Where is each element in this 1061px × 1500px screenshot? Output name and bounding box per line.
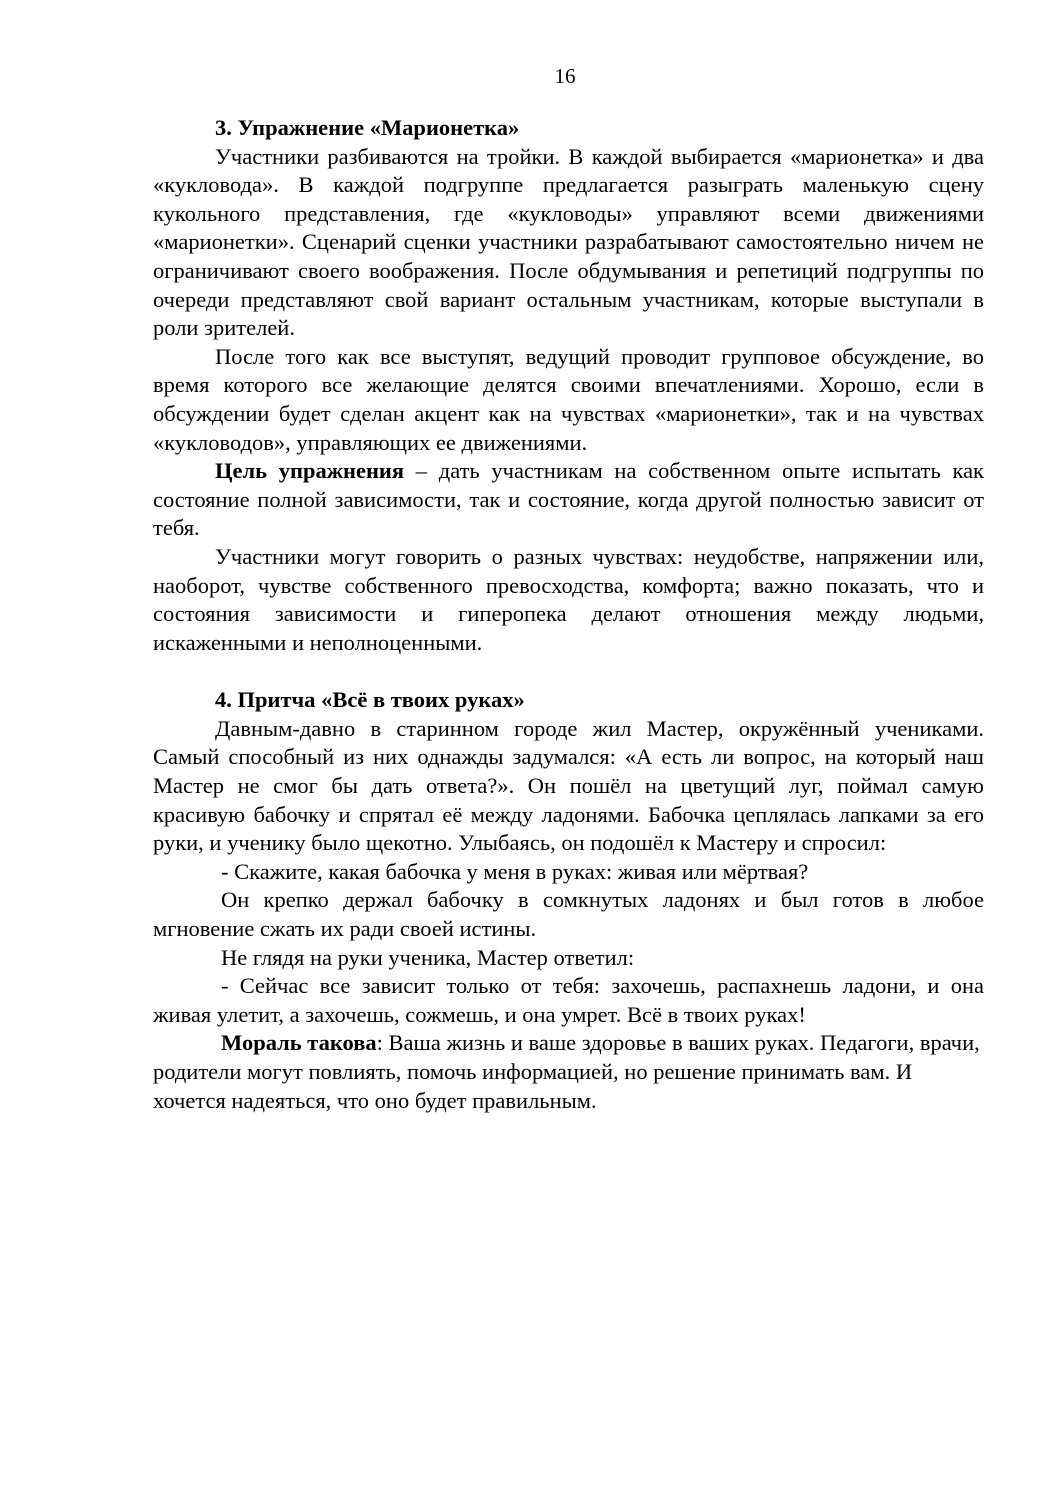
section-4-title: 4. Притча «Всё в твоих руках» (215, 687, 525, 713)
section-gap (153, 657, 984, 686)
section-3-paragraph-4: Участники могут говорить о разных чувствах: неудобстве, напряжении или, наоборот, чувстве собственного превосходства, комфорта; важно показать, что и состояния зависимости и гиперопека делают отношения между людьми, искаженными и неполноценными. (153, 543, 984, 655)
page-number: 16 (554, 64, 576, 88)
section-4-question: - Скажите, какая бабочка у меня в руках: живая или мёртвая? (221, 858, 809, 884)
section-4-paragraph-4: Не глядя на руки ученика, Мастер ответил: (221, 944, 635, 970)
section-3-paragraph-1: Участники разбиваются на тройки. В каждой выбирается «марионетка» и два «кукловода». В каждой подгруппе предлагается разыграть маленькую сцену кукольного представления, где «кукловоды» управляют всеми движениями «марионетки». Сценарий сценки участники разрабатывают самостоятельно ничем не ограничивают своего воображения. После обдумывания и репетиций подгруппы по очереди представляют свой вариант остальным участникам, которые выступали в роли зрителей. (153, 143, 984, 341)
goal-text: – дать участникам на собственном опыте испытать как состояние полной зависимости, так и состояние, когда другой полностью зависит от тебя. (153, 458, 984, 541)
section-3-title: 3. Упражнение «Марионетка» (215, 115, 520, 140)
section-4-paragraph-3: Он крепко держал бабочку в сомкнутых ладонях и был готов в любое мгновение сжать их ради своей истины. (153, 887, 984, 942)
moral-label: Мораль такова (221, 1030, 377, 1056)
section-4-answer: - Сейчас все зависит только от тебя: захочешь, распахнешь ладони, и она живая улетит, а захочешь, сожмешь, и она умрет. Всё в твоих руках! (153, 973, 984, 1027)
document-body (153, 114, 984, 1115)
section-4-paragraph-1: Давным-давно в старинном городе жил Мастер, окружённый учениками. Самый способный из них однажды задумался: «А есть ли вопрос, на который наш Мастер не смог бы дать ответа?». Он пошёл на цветущий луг, поймал самую красивую бабочку и спрятал её между ладонями. Бабочка цеплялась лапками за его руки, и ученику было щекотно. Улыбаясь, он подошёл к Мастеру и спросил: (153, 715, 984, 856)
section-3-paragraph-2: После того как все выступят, ведущий проводит групповое обсуждение, во время которого все желающие делятся своими впечатлениями. Хорошо, если в обсуждении будет сделан акцент как на чувствах «марионетки», так и на чувствах «кукловодов», управляющих ее движениями. (153, 343, 984, 455)
section-3-paragraph-3 (153, 457, 984, 543)
moral-text: : Ваша жизнь и ваше здоровье в ваших руках. Педагоги, врачи, родители могут повлиять, помочь информацией, но решение принимать вам. И хочется надеяться, что оно будет правильным. (153, 1030, 980, 1113)
goal-label: Цель упражнения (215, 458, 405, 484)
section-4-moral (153, 1029, 984, 1115)
